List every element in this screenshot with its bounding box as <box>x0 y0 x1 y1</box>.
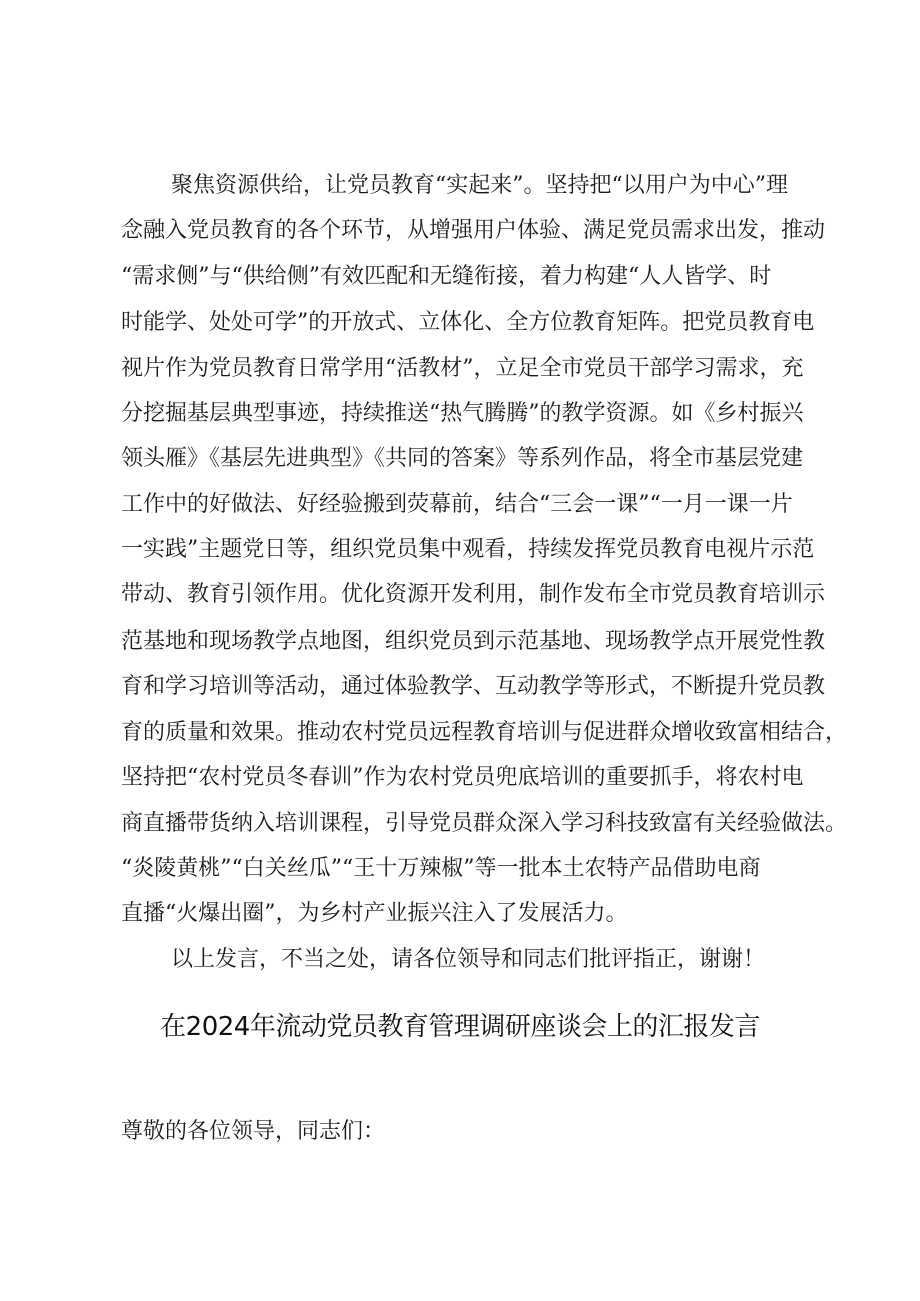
paragraph-line: 聚焦资源供给，让党员教育“实起来”。坚持把“以用户为中心”理 <box>171 173 788 198</box>
paragraph-line: 育和学习培训等活动，通过体验教学、互动教学等形式，不断提升党员教 <box>121 674 826 699</box>
paragraph-line: 念融入党员教育的各个环节，从增强用户体验、满足党员需求出发，推动 <box>121 218 826 243</box>
paragraph-line: 工作中的好做法、好经验搬到荧幕前，结合“三会一课”“一月一课一片 <box>121 492 793 517</box>
paragraph-line: 直播“火爆出圈”，为乡村产业振兴注入了发展活力。 <box>121 901 628 926</box>
paragraph-line: 视片作为党员教育日常学用“活教材”，立足全市党员干部学习需求，充 <box>121 356 804 381</box>
paragraph-line: “需求侧”与“供给侧”有效匹配和无缝衔接，着力构建“人人皆学、时 <box>121 264 772 289</box>
paragraph-line: 一实践”主题党日等，组织党员集中观看，持续发挥党员教育电视片示范 <box>121 537 815 562</box>
paragraph-line: 分挖掘基层典型事迹，持续推送“热气腾腾”的教学资源。如《乡村振兴 <box>121 401 804 426</box>
paragraph-line: 范基地和现场教学点地图，组织党员到示范基地、现场教学点开展党性教 <box>121 629 826 654</box>
closing-line: 以上发言，不当之处，请各位领导和同志们批评指正，谢谢！ <box>171 947 766 972</box>
salutation: 尊敬的各位领导，同志们： <box>121 1119 386 1144</box>
paragraph-line: 育的质量和效果。推动农村党员远程教育培训与促进群众增收致富相结合， <box>121 720 848 745</box>
paragraph-line: 坚持把“农村党员冬春训”作为农村党员兜底培训的重要抓手，将农村电 <box>121 765 804 790</box>
paragraph-line: 带动、教育引领作用。优化资源开发利用，制作发布全市党员教育培训示 <box>121 582 826 607</box>
paragraph-line: “炎陵黄桃”“白关丝瓜”“王十万辣椒”等一批本土农特产品借助电商 <box>121 856 761 881</box>
document-title: 在2024年流动党员教育管理调研座谈会上的汇报发言 <box>160 1012 760 1042</box>
paragraph-line: 时能学、处处可学”的开放式、立体化、全方位教育矩阵。把党员教育电 <box>121 310 815 335</box>
paragraph-line: 领头雁》《基层先进典型》《共同的答案》等系列作品，将全市基层党建 <box>121 446 804 471</box>
paragraph-line: 商直播带货纳入培训课程，引导党员群众深入学习科技致富有关经验做法。 <box>121 811 848 836</box>
